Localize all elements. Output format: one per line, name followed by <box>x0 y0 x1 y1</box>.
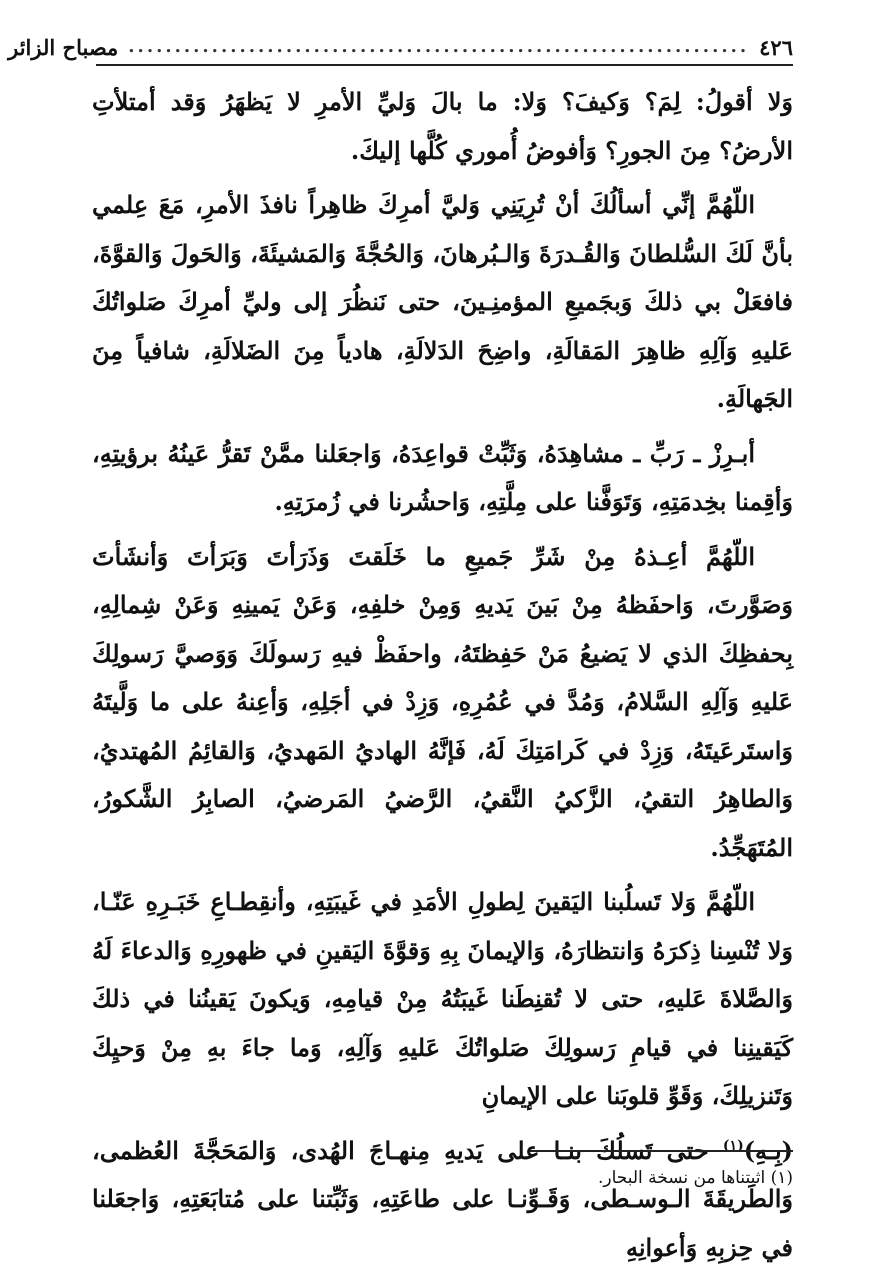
body-text <box>92 78 793 1278</box>
footnote-reference: (١) <box>722 1137 744 1154</box>
paragraph-1: وَلا أقولُ: لِمَ؟ وَكيفَ؟ وَلا: ما بالَ وَليِّ الأمرِ لا يَظهَرُ وَقد أمتلأتِ الأرضُ؟ مِنَ الجورِ؟ وَأفوضُ أُموري كُلَّها إليكَ. <box>92 87 793 165</box>
paragraph-6-start: (بِـهِ) <box>743 1135 793 1165</box>
paragraph-2: اللّهُمَّ إنِّي أسألُكَ أنْ تُرِيَنِي وَليَّ أمرِكَ ظاهِراً نافذَ الأمرِ، مَعَ عِلمي بأنَّ لَكَ السُّلطانَ وَالقُـدرَةَ وَالـبُرهانَ، وَالحُجَّةَ وَالمَشيئَةَ، وَالحَولَ وَالقوَّةَ، فافعَلْ بي ذلكَ وَبجَميعِ المؤمنِـينَ، حتى نَنظُرَ إلى وليِّ أمرِكَ صَلواتُكَ عَليهِ وَآلِهِ ظاهِرَ المَقالَةِ، واضِحَ الدَلالَةِ، هادياً مِنَ الضَلالَةِ، شافياً مِنَ الجَهالَةِ. <box>92 190 793 413</box>
header-dot-leader: ................................................................... <box>128 36 750 57</box>
page-number: ٤٢٦ <box>759 34 793 60</box>
paragraph-5: اللّهُمَّ وَلا تَسلُبنا اليَقينَ لِطولِ الأمَدِ في غَيبَتِهِ، وأنقِطـاعِ خَبَـرِهِ عَنّـا، وَلا تُنْسِنا ذِكرَهُ وَانتظارَهُ، وَالإيمانَ بِهِ وَقوَّةَ اليَقينِ في ظهورِهِ وَالدعاءَ لَهُ وَالصَّلاةَ عَليهِ، حتى لا تُقنِطَنا غَيبَتُهُ مِنْ قيامِهِ، وَيكونَ يَقينُنا في ذلكَ كَيَقينِنا في قيامِ رَسولِكَ صَلواتُكَ عَليهِ وَآلِهِ، وَما جاءَ بهِ مِنْ وَحيِكَ وَتَنزيلِكَ، وَقَوِّ قلوبَنا على الإيمانِ <box>92 887 793 1110</box>
footnote-divider <box>530 1150 793 1152</box>
paragraph-6-rest: حتى تَسلُكَ بنـا على يَديهِ مِنهـاجَ الهُدى، وَالمَحَجَّةَ العُظمى، وَالطَريقَةَ الـوسـطى، وَقَـوِّنـا على طاعَتِهِ، وَثَبِّتنا على مُتابَعَتِهِ، وَاجعَلنا في حِزبِهِ وَأعوانِهِ <box>92 1135 793 1262</box>
book-title: مصباح الزائر <box>8 34 119 60</box>
footnote: (١) اثبتناها من نسخة البحار. <box>597 1168 793 1188</box>
paragraph-3: أبـرِزْ ـ رَبِّ ـ مشاهِدَهُ، وَثَبِّتْ قواعِدَهُ، وَاجعَلنا ممَّنْ تَقرُّ عَينُهُ برؤيتِهِ، وَأقِمنا بخِدمَتِهِ، وَتَوَفَّنا على مِلَّتِهِ، وَاحشُرنا في زُمرَتِهِ. <box>92 438 793 516</box>
paragraph-4: اللّهُمَّ أعِـذهُ مِنْ شَرِّ جَميعِ ما خَلَقتَ وَذَرَأتَ وَبَرَأتَ وَأنشَأتَ وَصَوَّرتَ، وَاحفَظهُ مِنْ بَينَ يَديهِ وَمِنْ خلفِهِ، وَعَنْ يَمينِهِ وَعَنْ شِمالِهِ، بِحفظِكَ الذي لا يَضيعُ مَنْ حَفِظتَهُ، واحفَظْ فيهِ رَسولَكَ وَوَصيَّ رَسولِكَ عَليهِ وَآلِهِ السَّلامُ، وَمُدَّ في عُمُرِهِ، وَزِدْ في أجَلِهِ، وَأعِنهُ على ما وَلَّيتَهُ وَاستَرعَيتَهُ، وَزِدْ في كَرامَتِكَ لَهُ، فَإنَّهُ الهاديُ المَهديُ، وَالقائِمُ المُهتديُ، وَالطاهِرُ التقيُ، الزَّكيُ النَّقيُ، الرَّضيُ المَرضيُ، الصابِرُ الشَّكورُ، المُتَهَجِّدُ. <box>92 541 793 862</box>
running-header <box>8 30 793 66</box>
paragraph-6 <box>92 1127 793 1273</box>
